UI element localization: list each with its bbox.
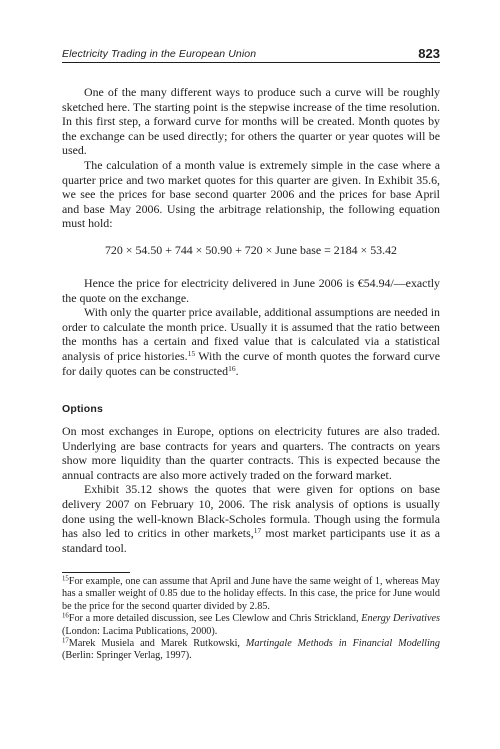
- footnote-marker: 15: [62, 575, 69, 583]
- footnote: [62, 576, 440, 613]
- page-number: 823: [418, 46, 440, 61]
- paragraph-text: Exhibit 35.12 shows the quotes that were given for options on base delivery 2007 on February 10, 2006. The risk analysis of options is usually done using the well-known Black-Scholes formula. Though using the formula has also led to critics in other markets,: [62, 482, 440, 541]
- paragraph: On most exchanges in Europe, options on electricity futures are also traded. Underlying are base contracts for years and quarters. The contracts on years show more liquidity than the quarter contracts. This is expected because the annual contracts are also more actively traded on the forward market.: [62, 424, 440, 482]
- footnote-text: (Berlin: Springer Verlag, 1997).: [62, 650, 192, 662]
- footnote-ref: 17: [253, 526, 262, 536]
- paragraph: [62, 305, 440, 378]
- footnote-book-title: Martingale Methods in Financial Modelling: [245, 638, 440, 650]
- running-head: [62, 46, 440, 64]
- paragraph: The calculation of a month value is extremely simple in the case where a quarter price and two market quotes for this quarter are given. In Exhibit 35.6, we see the prices for base second quarter 2006 and the prices for base April and base May 2006. Using the arbitrage relationship, the following equation must hold:: [62, 157, 440, 231]
- section-heading: Options: [62, 403, 104, 415]
- paragraph: [62, 482, 440, 555]
- paragraph: Hence the price for electricity delivered in June 2006 is €54.94/—exactly the quote on the exchange.: [62, 276, 440, 305]
- body-section-top: [62, 85, 440, 231]
- footnote-book-title: Energy Derivatives: [361, 613, 440, 625]
- equation: 720 × 54.50 + 744 × 50.90 + 720 × June base = 2184 × 53.42: [104, 243, 397, 257]
- running-head-title: Electricity Trading in the European Union: [62, 48, 257, 60]
- paragraph-text: With only the quarter price available, additional assumptions are needed in order to calculate the month price. Usually it is assumed that the ratio between the months has a certain and fixed value that is calculated via a statistical analysis of price histories.: [62, 305, 440, 363]
- body-section-options: [62, 424, 440, 555]
- paragraph-text: .: [235, 363, 239, 378]
- paragraph-text: With the curve of month quotes the forward curve for daily quotes can be constructed: [62, 348, 440, 378]
- footnote-text: For a more detailed discussion, see Les Clewlow and Chris Strickland,: [68, 613, 362, 625]
- footnote-marker: 17: [62, 637, 69, 645]
- header-rule: [62, 62, 440, 63]
- footnote-ref: 15: [187, 348, 196, 358]
- footnote-text: For example, one can assume that April and June have the same weight of 1, whereas May has a smaller weight of 0.85 due to the holiday effects. In this case, the price for June would be the price for the second quarter divided by 2.85.: [62, 576, 440, 612]
- footnote-text: Marek Musiela and Marek Rutkowski,: [68, 638, 246, 650]
- footnote-rule: [62, 572, 130, 573]
- footnote-text: (London: Lacima Publications, 2000).: [62, 625, 218, 637]
- footnote: [62, 638, 440, 663]
- paragraph: One of the many different ways to produce such a curve will be roughly sketched here. The starting point is the stepwise increase of the time resolution. In this first step, a forward curve for months will be created. Month quotes by the exchange can be used directly; for others the quarter or year quotes will be used.: [62, 85, 440, 158]
- body-section-middle: [62, 276, 440, 378]
- footnote: [62, 613, 440, 638]
- paragraph-text: most market participants use it as a standard tool.: [62, 526, 440, 555]
- footnotes: [62, 576, 440, 663]
- footnote-marker: 16: [62, 612, 69, 620]
- footnote-ref: 16: [228, 363, 236, 373]
